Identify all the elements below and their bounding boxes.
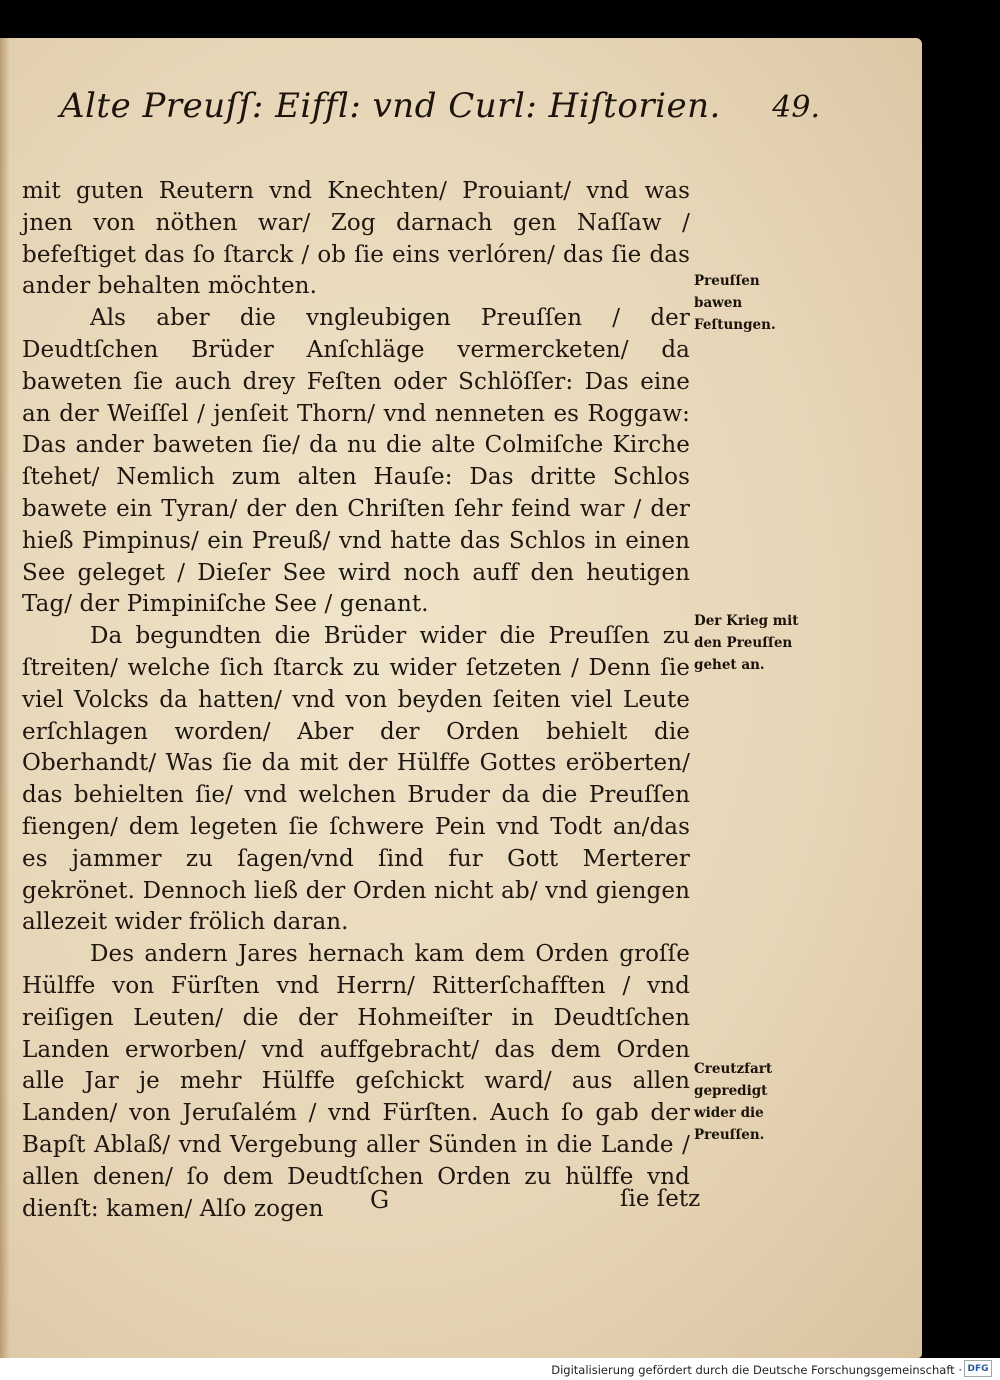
footer-bar: [0, 1358, 1000, 1380]
main-text: [22, 176, 690, 1225]
catchword: ſie ſetz: [620, 1186, 701, 1212]
margin-note: Der Krieg mit den Preuſſen gehet an.: [694, 613, 799, 673]
paragraph: Da begundten die Brüder wider die Preuſſen zu ſtreiten/ welche ſich ſtarck zu wider ſetzeten / Denn ſie viel Volcks da hatten/ vnd von beyden ſeiten viel Leute erſchlagen worden/ Aber der Orden behielt die Oberhandt/ Was ſie da mit der Hülffe Gottes eröberten/ das behielten ſie/ vnd welchen Bruder da die Preuſſen fiengen/ dem legeten ſie ſchwere Pein vnd Todt an/das es jammer zu ſagen/vnd ſind fur Gott Merterer gekrönet. Dennoch ließ der Orden nicht ab/ vnd giengen allezeit wider frölich daran.: [22, 623, 690, 936]
signature-mark: G: [370, 1186, 390, 1214]
dfg-logo-icon[interactable]: DFG: [964, 1360, 992, 1377]
margin-note: Preuſſen bawen Feſtungen.: [694, 273, 776, 333]
page-gutter-shadow: [0, 38, 10, 1358]
book-page: [0, 38, 922, 1358]
paragraph: Des andern Jares hernach kam dem Orden groſſe Hülffe von Fürſten vnd Herrn/ Ritterſchafften / vnd reiſigen Leuten/ die der Hohmeiſter in Deudtſchen Landen erworben/ vnd auffgebracht/ das dem Orden alle Jar je mehr Hülffe geſchickt ward/ aus allen Landen/ von Jeruſalém / vnd Fürſten. Auch ſo gab der Bapſt Ablaß/ vnd Vergebung aller Sünden in die Lande / allen denen/ ſo dem Deudtſchen Orden zu hülffe vnd dienſt: kamen/ Alſo zogen: [22, 941, 690, 1222]
paragraph: mit guten Reutern vnd Knechten/ Prouiant/ vnd was jnen von nöthen war/ Zog darnach gen Naſſaw / befeſtiget das ſo ſtarck / ob ſie eins verlóren/ das ſie das ander behalten möchten.: [22, 178, 690, 300]
paragraph: Als aber die vngleubigen Preuſſen / der Deudtſchen Brüder Anſchläge vermercketen/ da baweten ſie auch drey Feſten oder Schlöſſer: Das eine an der Weiſſel / jenſeit Thorn/ vnd nenneten es Roggaw: Das ander baweten ſie/ da nu die alte Colmiſche Kirche ſtehet/ Nemlich zum alten Hauſe: Das dritte Schlos bawete ein Tyran/ der den Chriſten ſehr feind war / der hieß Pimpinus/ ein Preuß/ vnd hatte das Schlos in einen See geleget / Dieſer See wird noch auff den heutigen Tag/ der Pimpiniſche See / genant.: [22, 305, 690, 618]
running-title: Alte Preuſſ: Eiffl: vnd Curl: Hiſtorien.: [60, 86, 721, 126]
page-header: [60, 86, 820, 146]
page-number: 49.: [772, 90, 820, 125]
footer-credit: Digitalisierung gefördert durch die Deutsche Forschungsgemeinschaft ·: [551, 1363, 962, 1377]
margin-note: Creutzfart gepredigt wider die Preuſſen.: [694, 1061, 773, 1143]
